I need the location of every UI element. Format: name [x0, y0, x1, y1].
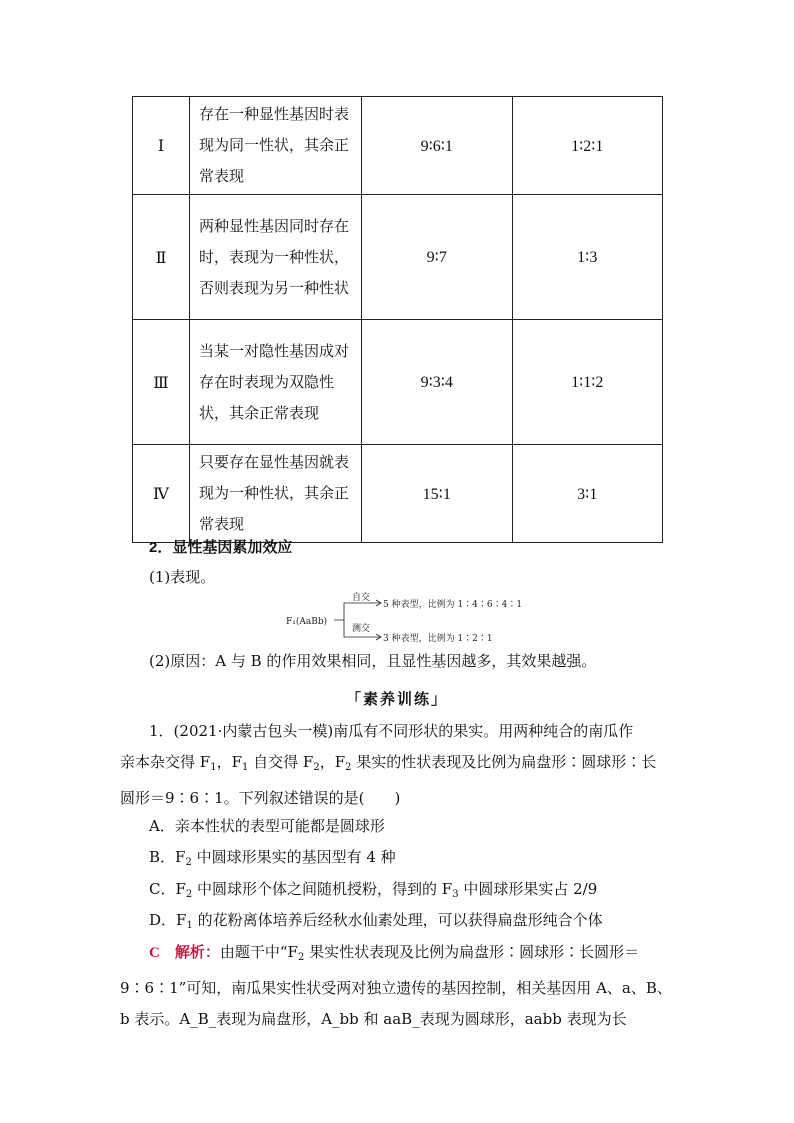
f2-ratio-cell: 15∶1: [362, 445, 513, 543]
branch-line: [334, 603, 380, 620]
f2-ratio-cell: 9∶3∶4: [362, 320, 513, 445]
subsection-label: (2)原因：A 与 B 的作用效果相同，且显性基因越多，其效果越强。: [149, 652, 597, 670]
condition-cell: 存在一种显性基因时表现为同一性状，其余正常表现: [190, 97, 362, 195]
f2-ratio-cell: 9∶6∶1: [362, 97, 513, 195]
table-row: [133, 195, 663, 320]
f2-ratio-cell: 9∶7: [362, 195, 513, 320]
training-title: 「素养训练」: [345, 691, 448, 708]
option-a: A．亲本性状的表型可能都是圆球形: [149, 817, 385, 835]
testcross-ratio-cell: 1∶2∶1: [512, 97, 663, 195]
analysis-paragraph: C 解析：由题干中“$F_2$ 果实性状表现及比例为扁盘形∶圆球形∶长圆形＝9∶6∶1”可知，南瓜果实性状受两对独立遗传的基因控制，相关基因用 A、a、B、b 表示。A_B_表现为扁盘形，A_bb 和 aaB_表现为圆球形，aabb 表现为长: [120, 943, 672, 1028]
testcross-ratio-cell: 1∶1∶2: [512, 320, 663, 445]
question-stem: 1．(2021·内蒙古包头一模)南瓜有不同形状的果实。用两种纯合的南瓜作 亲本杂交得 $F_1$，$F_1$ 自交得 $F_2$，$F_2$ 果实的性状表现及比例为扁盘形∶圆球形∶长 圆形＝9∶6∶1。下列叙述错误的是( ): [120, 722, 657, 807]
testcross-ratio-cell: 1∶3: [512, 195, 663, 320]
condition-cell: 只要存在显性基因就表现为一种性状，其余正常表现: [190, 445, 362, 543]
type-cell: Ⅳ: [133, 445, 190, 543]
test-cross-result: 3 种表型，比例为 1∶2∶1: [383, 634, 493, 644]
option-d: D．$F_1$ 的花粉离体培养后经秋水仙素处理，可以获得扁盘形纯合个体: [149, 911, 603, 931]
table-row: [133, 445, 663, 543]
answer-letter: C: [149, 945, 160, 961]
condition-cell: 当某一对隐性基因成对存在时表现为双隐性状，其余正常表现: [190, 320, 362, 445]
parent-label: F₁(AaBb): [286, 617, 328, 627]
self-cross-label: 自交: [352, 593, 371, 603]
analysis-label: 解析：: [174, 943, 220, 961]
option-c: C．$F_2$ 中圆球形个体之间随机授粉，得到的 $F_3$ 中圆球形果实占 2/9: [149, 880, 598, 900]
subsection-label: (1)表现。: [149, 568, 216, 586]
type-cell: Ⅲ: [133, 320, 190, 445]
condition-cell: 两种显性基因同时存在时，表现为一种性状，否则表现为另一种性状: [190, 195, 362, 320]
option-b: B．$F_2$ 中圆球形果实的基因型有 4 种: [149, 848, 396, 868]
test-cross-label: 测交: [352, 624, 371, 634]
cross-diagram: [280, 592, 580, 648]
table-row: [133, 97, 663, 195]
type-cell: Ⅱ: [133, 195, 190, 320]
testcross-ratio-cell: 3∶1: [512, 445, 663, 543]
type-cell: Ⅰ: [133, 97, 190, 195]
gene-interaction-table: [132, 96, 663, 543]
table-row: [133, 320, 663, 445]
section-heading: 2．显性基因累加效应: [149, 539, 293, 556]
self-cross-result: 5 种表型，比例为 1∶4∶6∶4∶1: [383, 600, 523, 610]
